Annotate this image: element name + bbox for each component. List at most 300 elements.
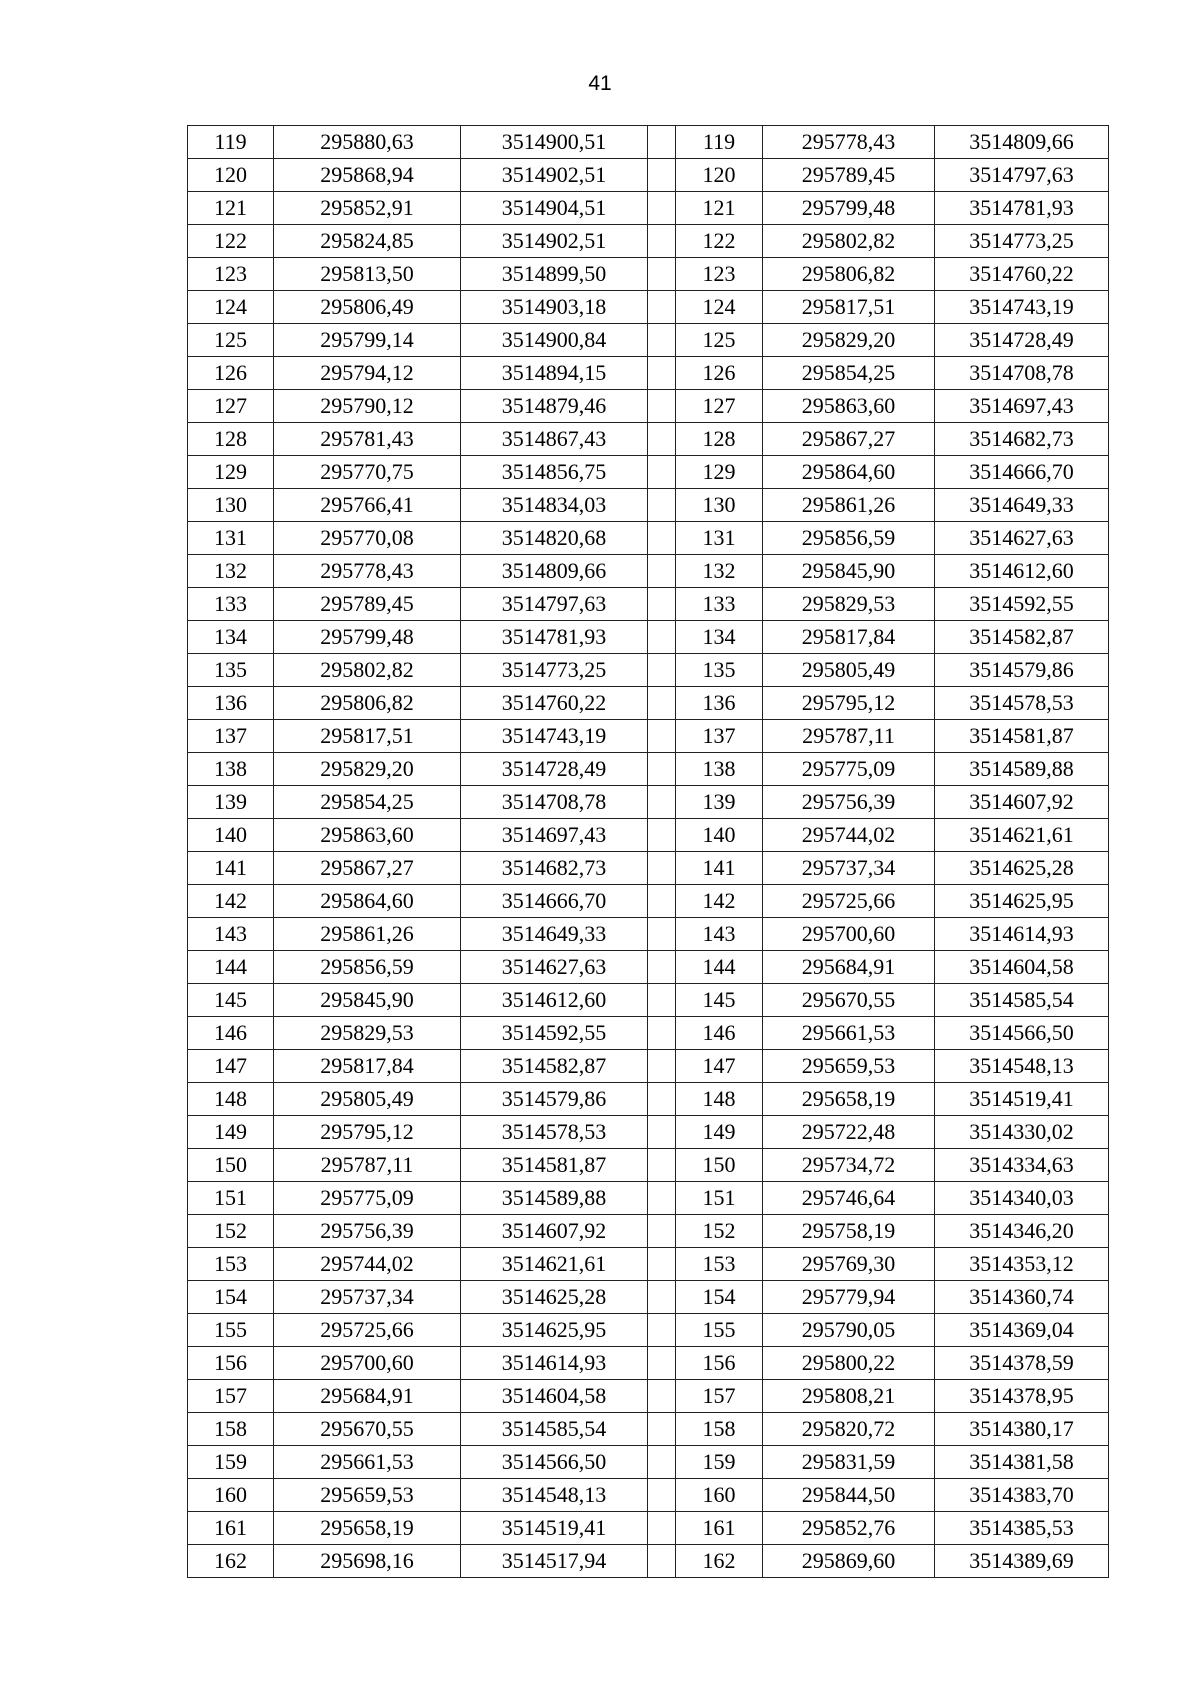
right-x-coordinate: 295805,49 — [763, 654, 935, 687]
left-x-coordinate: 295744,02 — [274, 1248, 461, 1281]
separator-cell — [648, 1149, 676, 1182]
left-point-number: 140 — [188, 819, 274, 852]
separator-cell — [648, 390, 676, 423]
right-point-number: 124 — [676, 291, 763, 324]
right-x-coordinate: 295869,60 — [763, 1545, 935, 1578]
table-row — [188, 1446, 1109, 1479]
left-point-number: 128 — [188, 423, 274, 456]
left-y-coordinate: 3514856,75 — [461, 456, 648, 489]
right-y-coordinate: 3514519,41 — [935, 1083, 1109, 1116]
table-row — [188, 291, 1109, 324]
table-row — [188, 720, 1109, 753]
table-row — [188, 1512, 1109, 1545]
right-point-number: 148 — [676, 1083, 763, 1116]
table-row — [188, 621, 1109, 654]
table-row — [188, 1116, 1109, 1149]
right-y-coordinate: 3514760,22 — [935, 258, 1109, 291]
left-x-coordinate: 295867,27 — [274, 852, 461, 885]
left-point-number: 161 — [188, 1512, 274, 1545]
left-point-number: 120 — [188, 159, 274, 192]
right-point-number: 125 — [676, 324, 763, 357]
left-y-coordinate: 3514627,63 — [461, 951, 648, 984]
left-y-coordinate: 3514592,55 — [461, 1017, 648, 1050]
separator-cell — [648, 1479, 676, 1512]
table-row — [188, 1017, 1109, 1050]
right-y-coordinate: 3514797,63 — [935, 159, 1109, 192]
separator-cell — [648, 258, 676, 291]
separator-cell — [648, 588, 676, 621]
left-y-coordinate: 3514666,70 — [461, 885, 648, 918]
left-point-number: 152 — [188, 1215, 274, 1248]
separator-cell — [648, 687, 676, 720]
right-y-coordinate: 3514728,49 — [935, 324, 1109, 357]
left-x-coordinate: 295806,82 — [274, 687, 461, 720]
table-row — [188, 357, 1109, 390]
right-y-coordinate: 3514548,13 — [935, 1050, 1109, 1083]
table-row — [188, 390, 1109, 423]
left-point-number: 124 — [188, 291, 274, 324]
table-row — [188, 1248, 1109, 1281]
left-y-coordinate: 3514809,66 — [461, 555, 648, 588]
left-y-coordinate: 3514612,60 — [461, 984, 648, 1017]
left-x-coordinate: 295829,20 — [274, 753, 461, 786]
left-point-number: 148 — [188, 1083, 274, 1116]
left-point-number: 151 — [188, 1182, 274, 1215]
table-row — [188, 159, 1109, 192]
left-point-number: 122 — [188, 225, 274, 258]
right-x-coordinate: 295817,84 — [763, 621, 935, 654]
right-x-coordinate: 295829,53 — [763, 588, 935, 621]
right-x-coordinate: 295800,22 — [763, 1347, 935, 1380]
left-x-coordinate: 295824,85 — [274, 225, 461, 258]
left-y-coordinate: 3514621,61 — [461, 1248, 648, 1281]
table-row — [188, 555, 1109, 588]
left-x-coordinate: 295781,43 — [274, 423, 461, 456]
right-y-coordinate: 3514781,93 — [935, 192, 1109, 225]
separator-cell — [648, 1446, 676, 1479]
right-point-number: 145 — [676, 984, 763, 1017]
left-point-number: 142 — [188, 885, 274, 918]
right-point-number: 157 — [676, 1380, 763, 1413]
right-point-number: 143 — [676, 918, 763, 951]
left-x-coordinate: 295845,90 — [274, 984, 461, 1017]
left-y-coordinate: 3514743,19 — [461, 720, 648, 753]
left-point-number: 136 — [188, 687, 274, 720]
separator-cell — [648, 918, 676, 951]
left-point-number: 137 — [188, 720, 274, 753]
right-point-number: 123 — [676, 258, 763, 291]
right-point-number: 126 — [676, 357, 763, 390]
left-x-coordinate: 295778,43 — [274, 555, 461, 588]
left-x-coordinate: 295770,75 — [274, 456, 461, 489]
table-row — [188, 324, 1109, 357]
table-row — [188, 984, 1109, 1017]
left-y-coordinate: 3514578,53 — [461, 1116, 648, 1149]
left-point-number: 139 — [188, 786, 274, 819]
table-row — [188, 1215, 1109, 1248]
left-x-coordinate: 295861,26 — [274, 918, 461, 951]
right-point-number: 150 — [676, 1149, 763, 1182]
left-x-coordinate: 295868,94 — [274, 159, 461, 192]
right-point-number: 121 — [676, 192, 763, 225]
left-x-coordinate: 295795,12 — [274, 1116, 461, 1149]
right-y-coordinate: 3514579,86 — [935, 654, 1109, 687]
right-point-number: 134 — [676, 621, 763, 654]
left-y-coordinate: 3514900,51 — [461, 126, 648, 159]
left-y-coordinate: 3514585,54 — [461, 1413, 648, 1446]
separator-cell — [648, 357, 676, 390]
right-y-coordinate: 3514578,53 — [935, 687, 1109, 720]
left-point-number: 123 — [188, 258, 274, 291]
left-point-number: 143 — [188, 918, 274, 951]
left-y-coordinate: 3514604,58 — [461, 1380, 648, 1413]
left-point-number: 155 — [188, 1314, 274, 1347]
table-row — [188, 456, 1109, 489]
left-y-coordinate: 3514682,73 — [461, 852, 648, 885]
separator-cell — [648, 1281, 676, 1314]
right-point-number: 144 — [676, 951, 763, 984]
right-x-coordinate: 295817,51 — [763, 291, 935, 324]
right-point-number: 135 — [676, 654, 763, 687]
separator-cell — [648, 1347, 676, 1380]
right-x-coordinate: 295861,26 — [763, 489, 935, 522]
left-point-number: 119 — [188, 126, 274, 159]
table-row — [188, 951, 1109, 984]
table-row — [188, 423, 1109, 456]
separator-cell — [648, 291, 676, 324]
right-y-coordinate: 3514773,25 — [935, 225, 1109, 258]
table-row — [188, 1083, 1109, 1116]
left-x-coordinate: 295787,11 — [274, 1149, 461, 1182]
left-x-coordinate: 295737,34 — [274, 1281, 461, 1314]
left-point-number: 138 — [188, 753, 274, 786]
separator-cell — [648, 1116, 676, 1149]
right-point-number: 152 — [676, 1215, 763, 1248]
left-y-coordinate: 3514625,95 — [461, 1314, 648, 1347]
left-point-number: 150 — [188, 1149, 274, 1182]
right-point-number: 153 — [676, 1248, 763, 1281]
right-y-coordinate: 3514369,04 — [935, 1314, 1109, 1347]
left-y-coordinate: 3514519,41 — [461, 1512, 648, 1545]
table-row — [188, 1347, 1109, 1380]
right-point-number: 139 — [676, 786, 763, 819]
left-x-coordinate: 295805,49 — [274, 1083, 461, 1116]
right-y-coordinate: 3514607,92 — [935, 786, 1109, 819]
right-x-coordinate: 295737,34 — [763, 852, 935, 885]
left-y-coordinate: 3514579,86 — [461, 1083, 648, 1116]
left-x-coordinate: 295700,60 — [274, 1347, 461, 1380]
left-point-number: 157 — [188, 1380, 274, 1413]
right-y-coordinate: 3514666,70 — [935, 456, 1109, 489]
table-row — [188, 126, 1109, 159]
left-point-number: 125 — [188, 324, 274, 357]
right-x-coordinate: 295758,19 — [763, 1215, 935, 1248]
right-point-number: 137 — [676, 720, 763, 753]
left-x-coordinate: 295789,45 — [274, 588, 461, 621]
separator-cell — [648, 324, 676, 357]
right-y-coordinate: 3514346,20 — [935, 1215, 1109, 1248]
right-point-number: 129 — [676, 456, 763, 489]
table-row — [188, 192, 1109, 225]
right-y-coordinate: 3514582,87 — [935, 621, 1109, 654]
left-x-coordinate: 295817,51 — [274, 720, 461, 753]
right-y-coordinate: 3514682,73 — [935, 423, 1109, 456]
right-x-coordinate: 295756,39 — [763, 786, 935, 819]
left-y-coordinate: 3514614,93 — [461, 1347, 648, 1380]
left-point-number: 149 — [188, 1116, 274, 1149]
separator-cell — [648, 1413, 676, 1446]
left-y-coordinate: 3514548,13 — [461, 1479, 648, 1512]
separator-cell — [648, 225, 676, 258]
left-y-coordinate: 3514607,92 — [461, 1215, 648, 1248]
coordinates-table-body — [188, 126, 1109, 1578]
right-x-coordinate: 295864,60 — [763, 456, 935, 489]
left-x-coordinate: 295852,91 — [274, 192, 461, 225]
left-y-coordinate: 3514902,51 — [461, 225, 648, 258]
right-y-coordinate: 3514743,19 — [935, 291, 1109, 324]
left-point-number: 145 — [188, 984, 274, 1017]
left-x-coordinate: 295766,41 — [274, 489, 461, 522]
right-x-coordinate: 295802,82 — [763, 225, 935, 258]
separator-cell — [648, 819, 676, 852]
left-point-number: 134 — [188, 621, 274, 654]
table-row — [188, 687, 1109, 720]
right-x-coordinate: 295867,27 — [763, 423, 935, 456]
right-x-coordinate: 295856,59 — [763, 522, 935, 555]
right-point-number: 147 — [676, 1050, 763, 1083]
left-point-number: 156 — [188, 1347, 274, 1380]
left-x-coordinate: 295775,09 — [274, 1182, 461, 1215]
left-y-coordinate: 3514894,15 — [461, 357, 648, 390]
right-point-number: 131 — [676, 522, 763, 555]
left-x-coordinate: 295684,91 — [274, 1380, 461, 1413]
right-y-coordinate: 3514389,69 — [935, 1545, 1109, 1578]
separator-cell — [648, 984, 676, 1017]
right-point-number: 120 — [676, 159, 763, 192]
separator-cell — [648, 1512, 676, 1545]
right-x-coordinate: 295775,09 — [763, 753, 935, 786]
left-point-number: 144 — [188, 951, 274, 984]
left-y-coordinate: 3514900,84 — [461, 324, 648, 357]
right-y-coordinate: 3514378,59 — [935, 1347, 1109, 1380]
separator-cell — [648, 192, 676, 225]
table-row — [188, 225, 1109, 258]
left-y-coordinate: 3514867,43 — [461, 423, 648, 456]
left-point-number: 126 — [188, 357, 274, 390]
right-point-number: 142 — [676, 885, 763, 918]
separator-cell — [648, 1050, 676, 1083]
table-row — [188, 753, 1109, 786]
right-x-coordinate: 295787,11 — [763, 720, 935, 753]
table-row — [188, 819, 1109, 852]
table-row — [188, 1050, 1109, 1083]
right-x-coordinate: 295725,66 — [763, 885, 935, 918]
separator-cell — [648, 720, 676, 753]
right-point-number: 133 — [676, 588, 763, 621]
separator-cell — [648, 456, 676, 489]
separator-cell — [648, 1017, 676, 1050]
right-point-number: 161 — [676, 1512, 763, 1545]
right-point-number: 138 — [676, 753, 763, 786]
table-row — [188, 786, 1109, 819]
right-point-number: 141 — [676, 852, 763, 885]
right-point-number: 160 — [676, 1479, 763, 1512]
left-x-coordinate: 295794,12 — [274, 357, 461, 390]
right-x-coordinate: 295795,12 — [763, 687, 935, 720]
left-x-coordinate: 295864,60 — [274, 885, 461, 918]
right-point-number: 128 — [676, 423, 763, 456]
right-point-number: 156 — [676, 1347, 763, 1380]
right-x-coordinate: 295831,59 — [763, 1446, 935, 1479]
separator-cell — [648, 1215, 676, 1248]
left-y-coordinate: 3514781,93 — [461, 621, 648, 654]
left-x-coordinate: 295829,53 — [274, 1017, 461, 1050]
left-x-coordinate: 295854,25 — [274, 786, 461, 819]
left-y-coordinate: 3514903,18 — [461, 291, 648, 324]
left-y-coordinate: 3514728,49 — [461, 753, 648, 786]
right-x-coordinate: 295863,60 — [763, 390, 935, 423]
right-x-coordinate: 295845,90 — [763, 555, 935, 588]
separator-cell — [648, 159, 676, 192]
right-y-coordinate: 3514381,58 — [935, 1446, 1109, 1479]
left-point-number: 160 — [188, 1479, 274, 1512]
left-point-number: 129 — [188, 456, 274, 489]
left-point-number: 121 — [188, 192, 274, 225]
right-point-number: 122 — [676, 225, 763, 258]
right-y-coordinate: 3514621,61 — [935, 819, 1109, 852]
right-x-coordinate: 295852,76 — [763, 1512, 935, 1545]
left-y-coordinate: 3514589,88 — [461, 1182, 648, 1215]
right-y-coordinate: 3514334,63 — [935, 1149, 1109, 1182]
left-x-coordinate: 295661,53 — [274, 1446, 461, 1479]
right-y-coordinate: 3514566,50 — [935, 1017, 1109, 1050]
left-x-coordinate: 295658,19 — [274, 1512, 461, 1545]
left-x-coordinate: 295799,48 — [274, 621, 461, 654]
left-y-coordinate: 3514899,50 — [461, 258, 648, 291]
left-x-coordinate: 295880,63 — [274, 126, 461, 159]
table-row — [188, 918, 1109, 951]
table-row — [188, 588, 1109, 621]
table-row — [188, 852, 1109, 885]
left-point-number: 127 — [188, 390, 274, 423]
separator-cell — [648, 1182, 676, 1215]
separator-cell — [648, 522, 676, 555]
left-point-number: 131 — [188, 522, 274, 555]
table-row — [188, 1314, 1109, 1347]
left-y-coordinate: 3514517,94 — [461, 1545, 648, 1578]
right-x-coordinate: 295769,30 — [763, 1248, 935, 1281]
left-x-coordinate: 295817,84 — [274, 1050, 461, 1083]
left-y-coordinate: 3514649,33 — [461, 918, 648, 951]
right-x-coordinate: 295684,91 — [763, 951, 935, 984]
right-y-coordinate: 3514625,95 — [935, 885, 1109, 918]
right-point-number: 154 — [676, 1281, 763, 1314]
right-point-number: 130 — [676, 489, 763, 522]
right-point-number: 162 — [676, 1545, 763, 1578]
left-point-number: 141 — [188, 852, 274, 885]
left-y-coordinate: 3514625,28 — [461, 1281, 648, 1314]
table-row — [188, 489, 1109, 522]
table-row — [188, 1281, 1109, 1314]
right-point-number: 155 — [676, 1314, 763, 1347]
separator-cell — [648, 786, 676, 819]
left-x-coordinate: 295856,59 — [274, 951, 461, 984]
right-y-coordinate: 3514604,58 — [935, 951, 1109, 984]
right-x-coordinate: 295734,72 — [763, 1149, 935, 1182]
left-point-number: 147 — [188, 1050, 274, 1083]
separator-cell — [648, 951, 676, 984]
right-y-coordinate: 3514625,28 — [935, 852, 1109, 885]
right-y-coordinate: 3514708,78 — [935, 357, 1109, 390]
left-x-coordinate: 295670,55 — [274, 1413, 461, 1446]
left-x-coordinate: 295698,16 — [274, 1545, 461, 1578]
left-x-coordinate: 295802,82 — [274, 654, 461, 687]
right-y-coordinate: 3514585,54 — [935, 984, 1109, 1017]
left-y-coordinate: 3514879,46 — [461, 390, 648, 423]
right-x-coordinate: 295700,60 — [763, 918, 935, 951]
right-point-number: 158 — [676, 1413, 763, 1446]
right-point-number: 146 — [676, 1017, 763, 1050]
left-x-coordinate: 295863,60 — [274, 819, 461, 852]
separator-cell — [648, 1314, 676, 1347]
right-x-coordinate: 295746,64 — [763, 1182, 935, 1215]
left-y-coordinate: 3514582,87 — [461, 1050, 648, 1083]
left-point-number: 154 — [188, 1281, 274, 1314]
right-x-coordinate: 295744,02 — [763, 819, 935, 852]
left-x-coordinate: 295756,39 — [274, 1215, 461, 1248]
table-row — [188, 1380, 1109, 1413]
right-x-coordinate: 295722,48 — [763, 1116, 935, 1149]
right-x-coordinate: 295661,53 — [763, 1017, 935, 1050]
right-y-coordinate: 3514330,02 — [935, 1116, 1109, 1149]
table-row — [188, 1413, 1109, 1446]
right-y-coordinate: 3514612,60 — [935, 555, 1109, 588]
right-point-number: 149 — [676, 1116, 763, 1149]
left-y-coordinate: 3514797,63 — [461, 588, 648, 621]
left-y-coordinate: 3514820,68 — [461, 522, 648, 555]
left-x-coordinate: 295813,50 — [274, 258, 461, 291]
separator-cell — [648, 126, 676, 159]
left-point-number: 158 — [188, 1413, 274, 1446]
table-row — [188, 654, 1109, 687]
right-point-number: 127 — [676, 390, 763, 423]
right-point-number: 119 — [676, 126, 763, 159]
right-point-number: 151 — [676, 1182, 763, 1215]
left-y-coordinate: 3514902,51 — [461, 159, 648, 192]
left-y-coordinate: 3514708,78 — [461, 786, 648, 819]
right-y-coordinate: 3514380,17 — [935, 1413, 1109, 1446]
right-y-coordinate: 3514589,88 — [935, 753, 1109, 786]
left-y-coordinate: 3514773,25 — [461, 654, 648, 687]
right-y-coordinate: 3514697,43 — [935, 390, 1109, 423]
right-y-coordinate: 3514360,74 — [935, 1281, 1109, 1314]
table-row — [188, 522, 1109, 555]
left-point-number: 133 — [188, 588, 274, 621]
right-y-coordinate: 3514649,33 — [935, 489, 1109, 522]
right-x-coordinate: 295659,53 — [763, 1050, 935, 1083]
right-x-coordinate: 295844,50 — [763, 1479, 935, 1512]
table-row — [188, 1182, 1109, 1215]
right-x-coordinate: 295779,94 — [763, 1281, 935, 1314]
separator-cell — [648, 1545, 676, 1578]
right-y-coordinate: 3514627,63 — [935, 522, 1109, 555]
left-point-number: 146 — [188, 1017, 274, 1050]
right-point-number: 136 — [676, 687, 763, 720]
right-x-coordinate: 295790,05 — [763, 1314, 935, 1347]
right-x-coordinate: 295806,82 — [763, 258, 935, 291]
separator-cell — [648, 423, 676, 456]
left-point-number: 135 — [188, 654, 274, 687]
